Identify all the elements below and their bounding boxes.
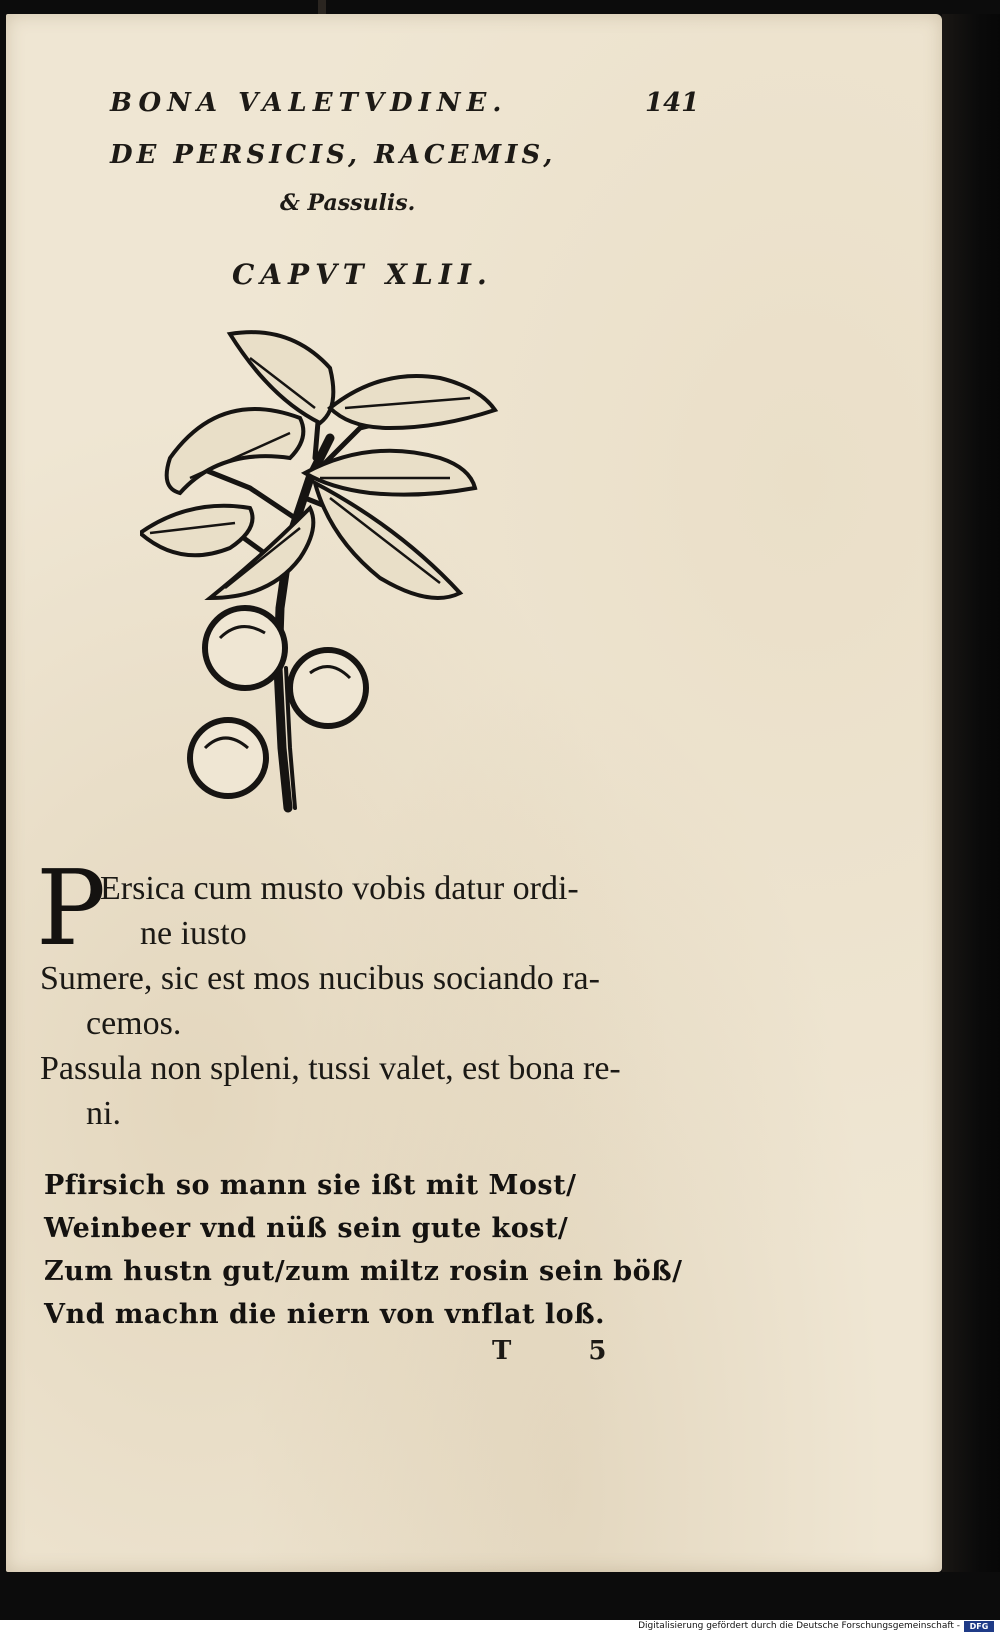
chapter-subtitle: & Passulis. [280,190,416,216]
page-gutter-shadow [942,14,1000,1572]
german-verse-line: Vnd machn die niern von vnflat loß. [44,1299,606,1330]
latin-verse-line: Passula non spleni, tussi valet, est bona re- [40,1050,621,1087]
chapter-title: DE PERSICIS, RACEMIS, [110,140,557,170]
footer-credit: Digitalisierung gefördert durch die Deutsche Forschungsgemeinschaft - [638,1621,960,1631]
peach-branch-woodcut-icon [140,328,520,848]
german-verse-line: Weinbeer vnd nüß sein gute kost/ [44,1213,569,1244]
page-number: 141 [645,88,700,118]
scan-bottom-border [0,1572,1000,1620]
latin-verse-line: Sumere, sic est mos nucibus sociando ra- [40,960,600,997]
latin-verse-line: ni. [86,1095,121,1132]
dfg-logo[interactable]: DFG [964,1621,994,1632]
latin-verse-line: ne iusto [140,915,247,952]
latin-verse-line: cemos. [86,1005,182,1042]
digitization-footer [0,1620,1000,1633]
drop-cap: P [36,847,106,969]
german-verse-line: Pfirsich so mann sie ißt mit Most/ [44,1170,577,1201]
chapter-number: CAPVT XLII. [232,258,493,291]
german-verse-line: Zum hustn gut/zum miltz rosin sein böß/ [44,1256,683,1287]
signature-mark: T 5 [492,1336,641,1366]
running-head: BONA VALETVDINE. [110,88,508,118]
latin-verse-line: Ersica cum musto vobis datur ordi- [100,870,579,907]
